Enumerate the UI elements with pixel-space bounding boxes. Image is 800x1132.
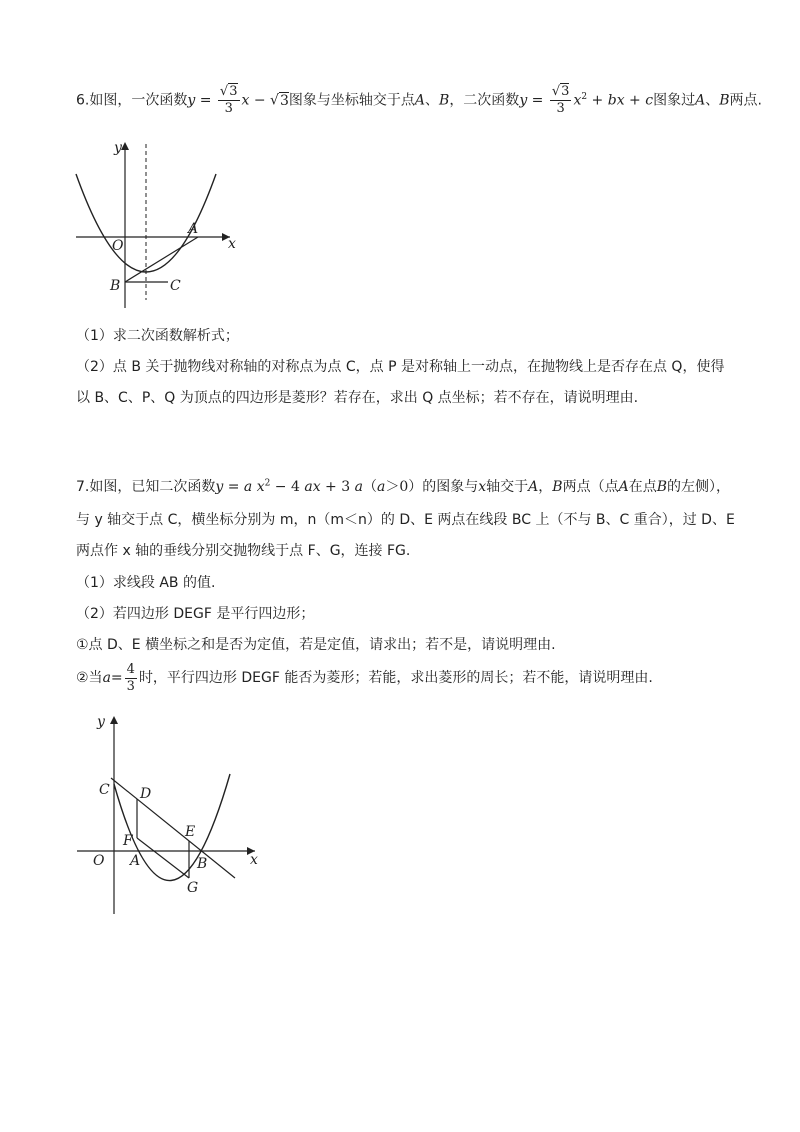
- q6-quadratic-function: y: [519, 92, 528, 109]
- q7-sub2-1: ①点 D、E 横坐标之和是否为定值，若是定值，请求出；若不是，请说明理由.: [76, 637, 556, 653]
- q6-number: 6.: [76, 92, 90, 109]
- q6-segment-ab: [125, 237, 198, 282]
- q7-label-g: G: [187, 880, 199, 896]
- q6-label-o: O: [112, 238, 124, 254]
- q7-line1: 7.如图，已知二次函数y = a $x^2 - 4$ ax + 3 a（a＞0）的图象与x轴交于A，B两点（点A在点B的左侧），: [76, 478, 730, 495]
- q7-sub1: （1）求线段 AB 的值.: [76, 575, 216, 591]
- q7-label-f: F: [123, 833, 133, 849]
- q6-stem: 6.如图，一次函数y = $\frac{√3}{3}$ x − √3图象与坐标轴交于点A、B，二次函数y = $\frac{√3}{3}$ $x^2$ + bx + c图象过A、B两点.: [76, 84, 762, 117]
- q7-label-c: C: [99, 782, 110, 798]
- q7-label-o: O: [93, 853, 105, 869]
- q6-figure: [70, 140, 250, 310]
- q6-text-3: ，二次函数: [449, 92, 520, 109]
- q7-line2: 与 y 轴交于点 C，横坐标分别为 m，n（m＜n）的 D、E 两点在线段 BC 上（不与 B、C 重合），过 D、E: [76, 512, 735, 528]
- q6-label-a: A: [188, 221, 199, 237]
- q6-label-x: x: [228, 236, 236, 252]
- q7-label-x: x: [250, 852, 258, 868]
- q7-figure: [75, 712, 275, 922]
- q6-label-y: y: [114, 140, 122, 156]
- q6-sub2-line2: 以 B、C、P、Q 为顶点的四边形是菱形？若存在，求出 Q 点坐标；若不存在，请说明理由.: [76, 390, 639, 406]
- q6-sub1: （1）求二次函数解析式；: [76, 328, 239, 344]
- q6-label-b: B: [110, 278, 121, 294]
- q7-sub2-2: ②当a= $\frac{4}{3}$ 时，平行四边形 DEGF 能否为菱形；若能，求出菱形的周长；若不能，请说明理由.: [76, 661, 653, 694]
- q7-label-a: A: [130, 853, 141, 869]
- q6-linear-function: y: [187, 92, 196, 109]
- q7-label-e: E: [185, 824, 196, 840]
- q7-segment-fg: [137, 838, 189, 878]
- q6-text-5: 两点.: [729, 92, 762, 109]
- q6-text-1: 如图，一次函数: [89, 92, 188, 109]
- q6-sub2-line1: （2）点 B 关于抛物线对称轴的对称点为点 C，点 P 是对称轴上一动点，在抛物线上是否存在点 Q，使得: [76, 359, 725, 375]
- q7-label-y: y: [97, 714, 105, 730]
- q7-line3: 两点作 x 轴的垂线分别交抛物线于点 F、G，连接 FG.: [76, 543, 411, 559]
- q6-label-c: C: [170, 278, 181, 294]
- q7-sub2: （2）若四边形 DEGF 是平行四边形；: [76, 606, 315, 622]
- q7-label-d: D: [140, 786, 152, 802]
- q6-text-2: 图象与坐标轴交于点: [288, 92, 415, 109]
- q7-label-b: B: [197, 856, 208, 872]
- q6-text-4: 图象过: [653, 92, 696, 109]
